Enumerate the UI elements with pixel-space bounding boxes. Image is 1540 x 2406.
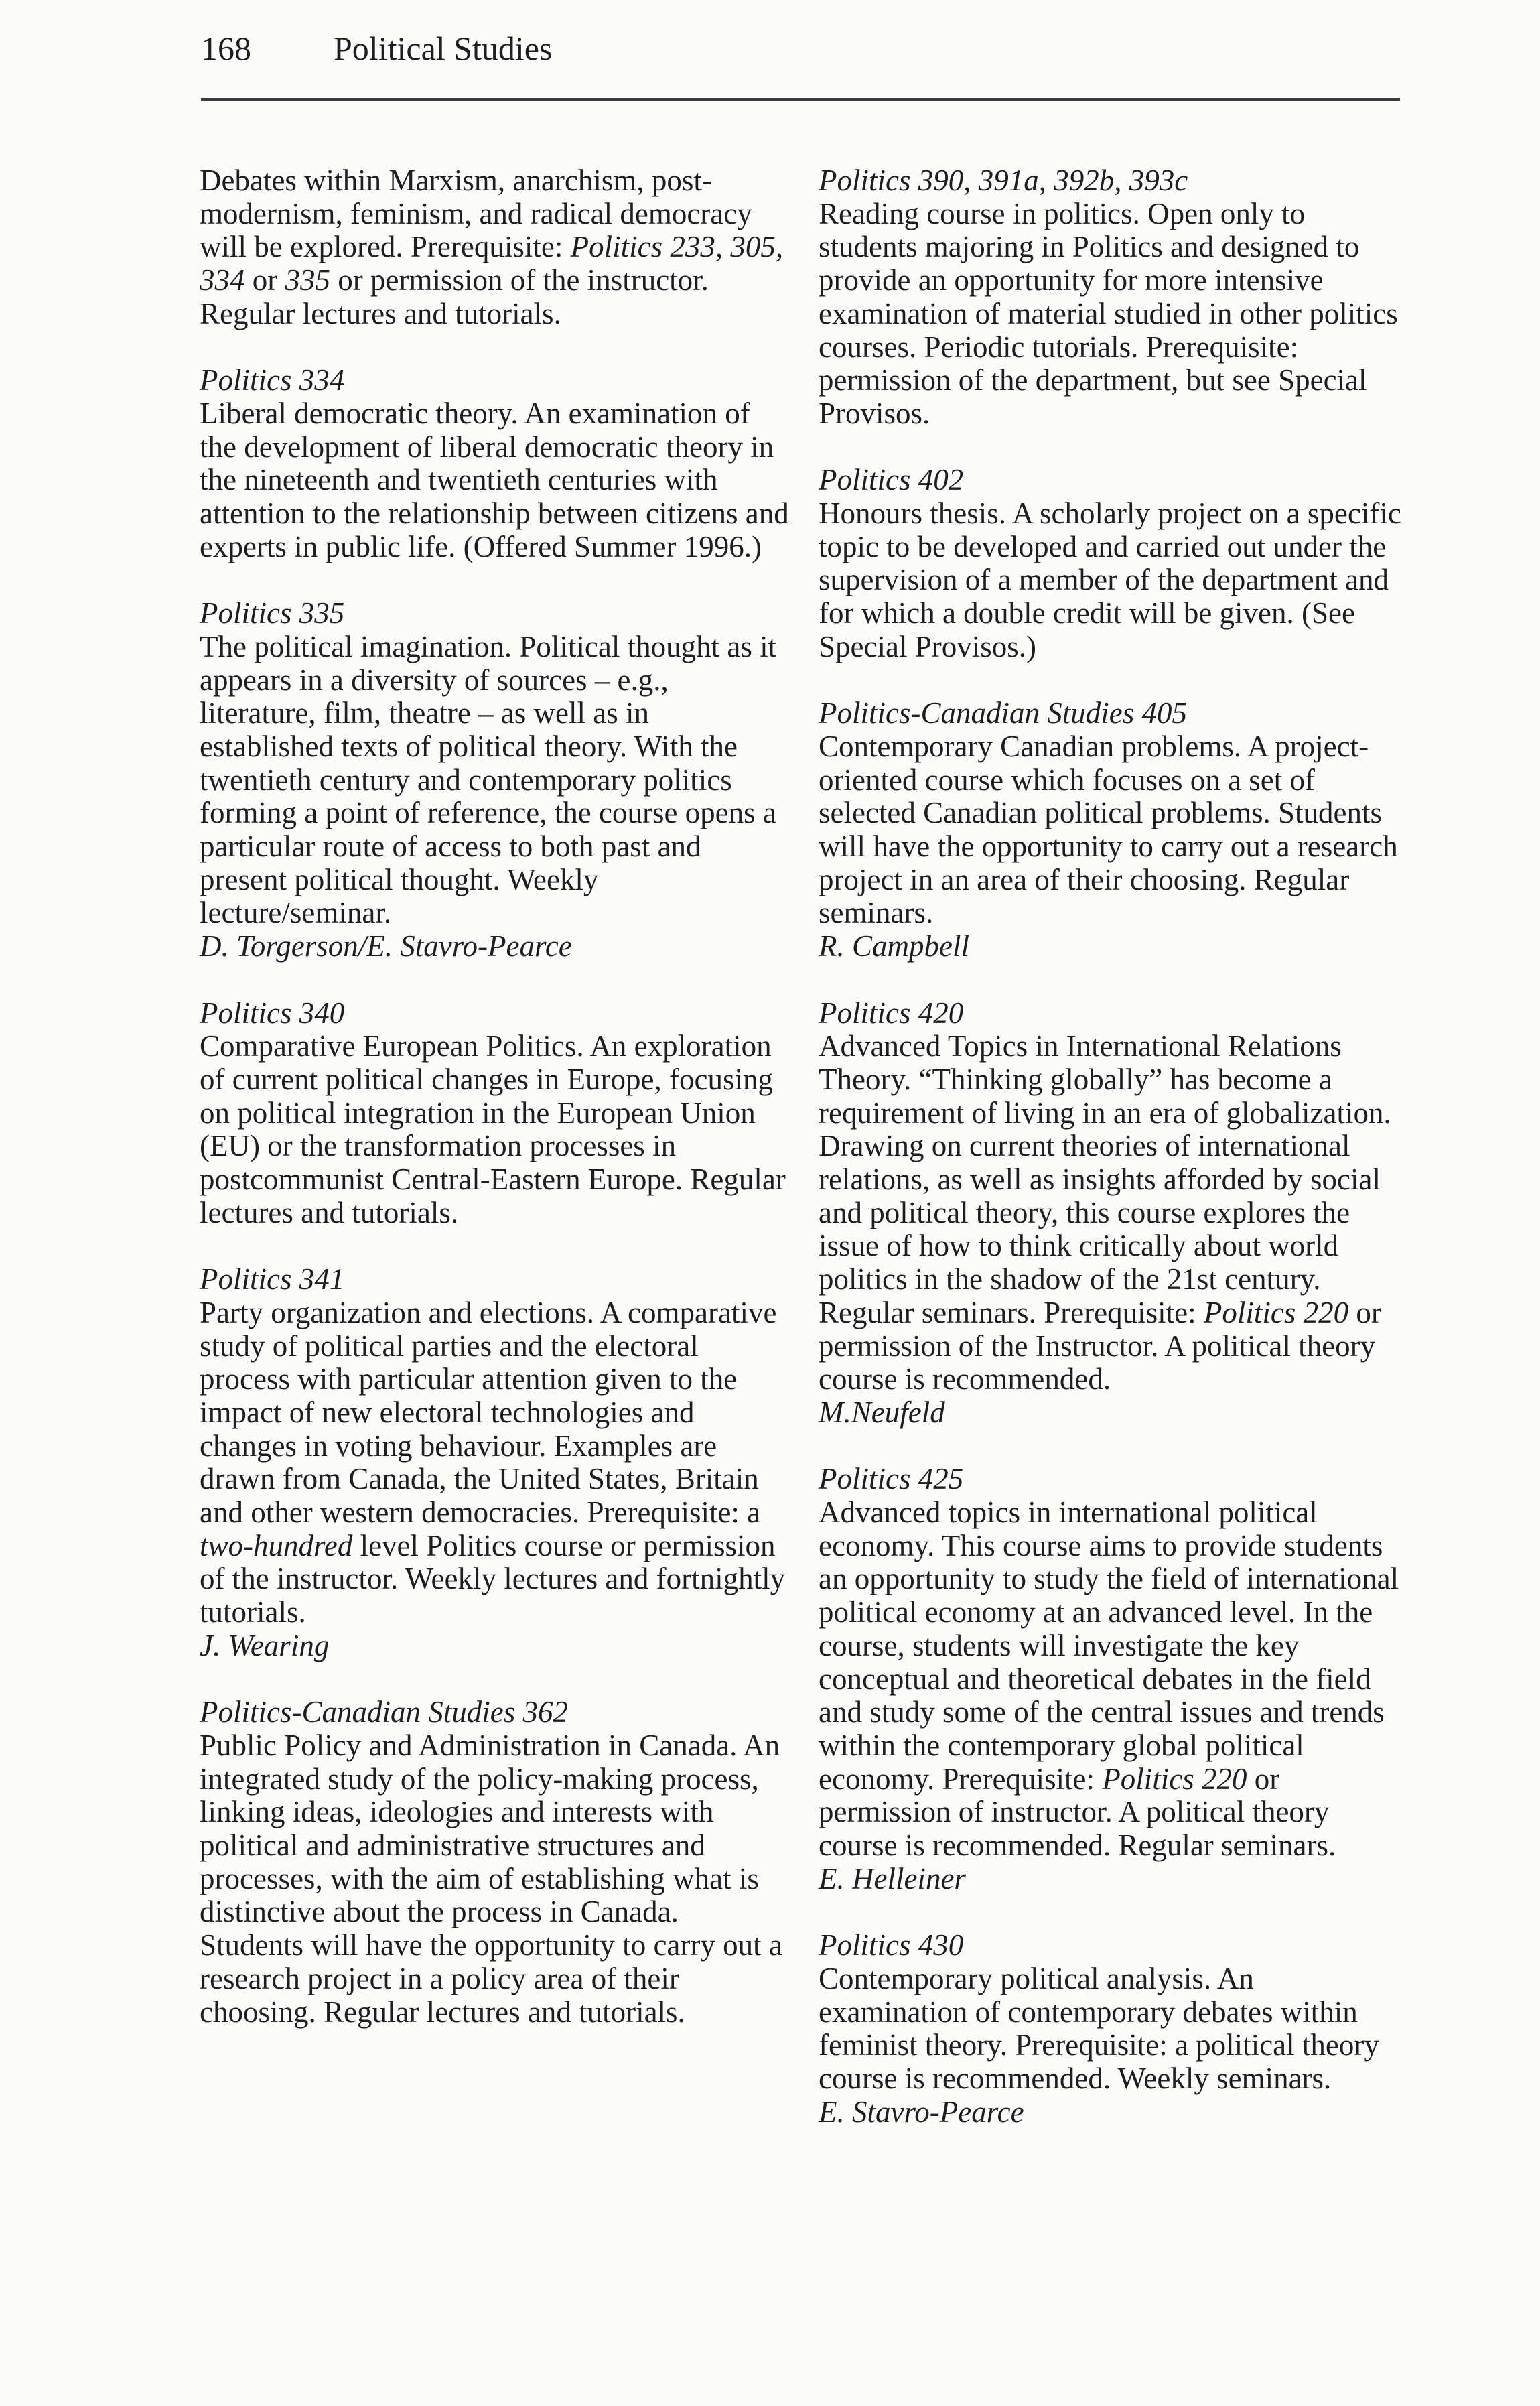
prerequisite-reference: Politics 220 [1102,1761,1247,1796]
course-description: Public Policy and Administration in Canada. An integrated study of the policy-making process, linking ideas, ideologies and interests with political and administrative structures and processes, with the aim of establishing what is distinctive about the process in Canada. Students will have the opportunity to carry out a research project in a policy area of their choosing. Regular lectures and tutorials. [200,1728,782,2029]
course-description: Party organization and elections. A comparative study of political parties and the electoral process with particular attention given to the impact of new electoral technologies and changes in voting behaviour. Examples are drawn from Canada, the United States, Britain and other western democracies. Prerequisite: a two-hundred level Politics course or permission of the instructor. Weekly lectures and fortnightly tutorials. [200,1295,786,1629]
course-title: Politics 341 [200,1262,345,1296]
course-title: Politics 335 [200,596,345,630]
course-description: The political imagination. Political thought as it appears in a diversity of sources – e.g., literature, film, theatre – as well as in established texts of political theory. With the twentieth century and contemporary politics forming a point of reference, the course opens a particular route of access to both past and present political thought. Weekly lecture/seminar. [200,629,777,930]
course-title: Politics 340 [200,996,345,1030]
course-entry-politics-430 [819,1929,1408,2129]
course-description: Liberal democratic theory. An examination of the development of liberal democratic theory in the nineteenth and twentieth centuries with attention to the relationship between citizens and experts in public life. (Offered Summer 1996.) [200,396,789,563]
course-title: Politics-Canadian Studies 362 [200,1695,568,1729]
emphasis-text: two-hundred [200,1528,353,1562]
course-entry-politics-390 [819,164,1408,431]
course-entry-politics-canadian-studies-405 [819,697,1408,963]
course-instructor: E. Stavro-Pearce [819,2094,1024,2129]
course-title: Politics 425 [819,1462,964,1496]
course-description: Advanced topics in international political economy. This course aims to provide students an opportunity to study the field of international political economy at an advanced level. In the course, students will investigate the key conceptual and theoretical debates in the field and study some of the central issues and trends within the contemporary global political economy. Prerequisite: Politics 220 or permission of instructor. A political theory course is recommended. Regular seminars. [819,1495,1399,1863]
course-description: Advanced Topics in International Relations Theory. “Thinking globally” has become a requirement of living in an era of globalization. Drawing on current theories of international relations, as well as insights afforded by social and political theory, this course explores the issue of how to think critically about world politics in the shadow of the 21st century. Regular seminars. Prerequisite: Politics 220 or permission of the Instructor. A political theory course is recommended. [819,1029,1391,1396]
course-instructor: E. Helleiner [819,1861,966,1895]
course-entry-politics-420 [819,997,1408,1430]
course-entry-politics-334 [200,364,789,563]
course-title: Politics 334 [200,363,345,397]
course-entry-politics-425 [819,1463,1408,1895]
course-entry-politics-341 [200,1263,789,1662]
course-instructor: D. Torgerson/E. Stavro-Pearce [200,929,572,963]
course-description: Debates within Marxism, anarchism, post-modernism, feminism, and radical democracy will be explored. Prerequisite: Politics 233, 305, 334 or 335 or permission of the instructor. Regular lectures and tutorials. [200,163,784,330]
course-entry-politics-canadian-studies-362 [200,1696,789,2029]
course-description: Contemporary Canadian problems. A project-oriented course which focuses on a set of selected Canadian political problems. Students will have the opportunity to carry out a research project in an area of their choosing. Regular seminars. [819,729,1398,930]
running-title: Political Studies [334,29,553,67]
course-title: Politics 390, 391a, 392b, 393c [819,163,1188,197]
header-divider [201,98,1400,101]
prerequisite-reference: Politics 220 [1203,1295,1349,1329]
left-column [200,164,789,2062]
page-number: 168 [201,29,251,67]
course-instructor: R. Campbell [819,929,969,963]
abbreviation: EU [210,1129,250,1163]
course-title: Politics 402 [819,463,964,497]
course-instructor: J. Wearing [200,1628,330,1662]
course-title: Politics 420 [819,996,964,1030]
course-title: Politics-Canadian Studies 405 [819,696,1187,730]
prerequisite-reference: 335 [285,263,330,297]
course-instructor: M.Neufeld [819,1395,945,1429]
course-description: Comparative European Politics. An exploration of current political changes in Europe, focusing on political integration in the European Union (EU) or the transformation processes in postcommunist Central-Eastern Europe. Regular lectures and tutorials. [200,1029,786,1229]
course-description: Reading course in politics. Open only to students majoring in Politics and designed to provide an opportunity for more intensive examination of material studied in other politics courses. Periodic tutorials. Prerequisite: permission of the department, but see Special Provisos. [819,196,1398,430]
course-description: Contemporary political analysis. An examination of contemporary debates within feminist theory. Prerequisite: a political theory course is recommended. Weekly seminars. [819,1961,1379,2095]
course-title: Politics 430 [819,1928,964,1962]
course-entry-politics-402 [819,464,1408,663]
prerequisite-reference: Politics 233, 305, 334 [200,230,784,297]
course-entry-politics-340 [200,997,789,1230]
right-column [819,164,1408,2162]
course-entry-politics-335 [200,597,789,963]
page-header [201,20,1400,101]
course-entry-continuation [200,164,789,331]
course-description: Honours thesis. A scholarly project on a specific topic to be developed and carried out under the supervision of a member of the department and for which a double credit will be given. (See Special Provisos.) [819,496,1401,663]
